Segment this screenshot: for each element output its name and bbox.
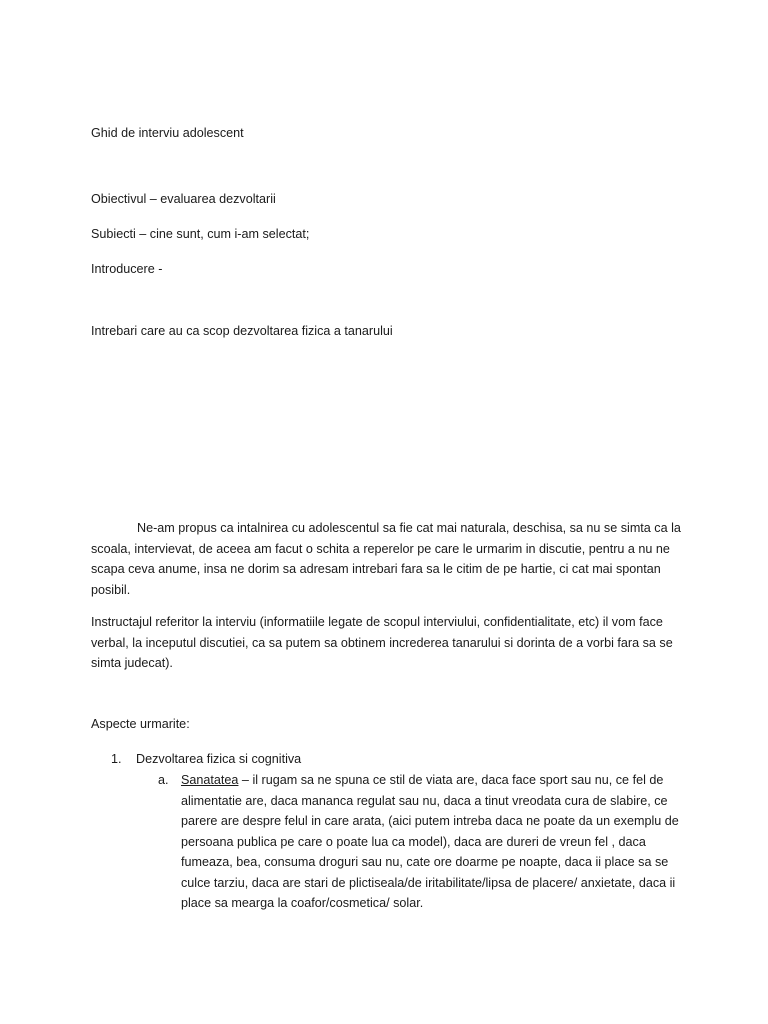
introduction-line: Introducere - [91, 262, 163, 276]
sublist-item-text [181, 770, 691, 914]
questions-heading: Intrebari care au ca scop dezvoltarea fizica a tanarului [91, 324, 393, 338]
paragraph-approach: Ne-am propus ca intalnirea cu adolescentul sa fie cat mai naturala, deschisa, sa nu se simta ca la scoala, intervievat, de aceea am facut o schita a reperelor pe care le urmarim in discutie, pentru a nu ne scapa ceva anume, insa ne dorim sa adresam intrebari fara sa le citim de pe hartie, ci cat mai spontan posibil. [91, 521, 681, 597]
sublist-item-letter: a. [158, 773, 169, 787]
paragraph-instructions: Instructajul referitor la interviu (informatiile legate de scopul interviului, confidentialitate, etc) il vom face verbal, la inceputul discutiei, ca sa putem sa obtinem increderea tanarului si dorinta de a vorbi fara sa se simta judecat). [91, 615, 673, 670]
document-title: Ghid de interviu adolescent [91, 126, 244, 140]
list-item-number: 1. [111, 752, 122, 766]
sublist-item-description: – il rugam sa ne spuna ce stil de viata are, daca face sport sau nu, ce fel de alimentatie are, daca mananca regulat sau nu, daca a tinut vreodata cura de slabire, ce parere are despre felul in care arata, (aici putem intreba daca ne poate da un exemplu de persoana publica pe care o poate lua ca model), daca are dureri de vreun fel , daca fumeaza, bea, consuma droguri sau nu, cate ore doarme pe noapte, daca ii place sa se culce tarziu, daca are stari de plictiseala/de iritabilitate/lipsa de placere/ anxietate, daca ii place sa mearga la coafor/cosmetica/ solar. [181, 773, 679, 910]
aspects-heading: Aspecte urmarite: [91, 717, 190, 731]
objective-line: Obiectivul – evaluarea dezvoltarii [91, 192, 276, 206]
subjects-line: Subiecti – cine sunt, cum i-am selectat; [91, 227, 310, 241]
sublist-item-term: Sanatatea [181, 773, 239, 787]
list-item-title: Dezvoltarea fizica si cognitiva [136, 752, 302, 766]
